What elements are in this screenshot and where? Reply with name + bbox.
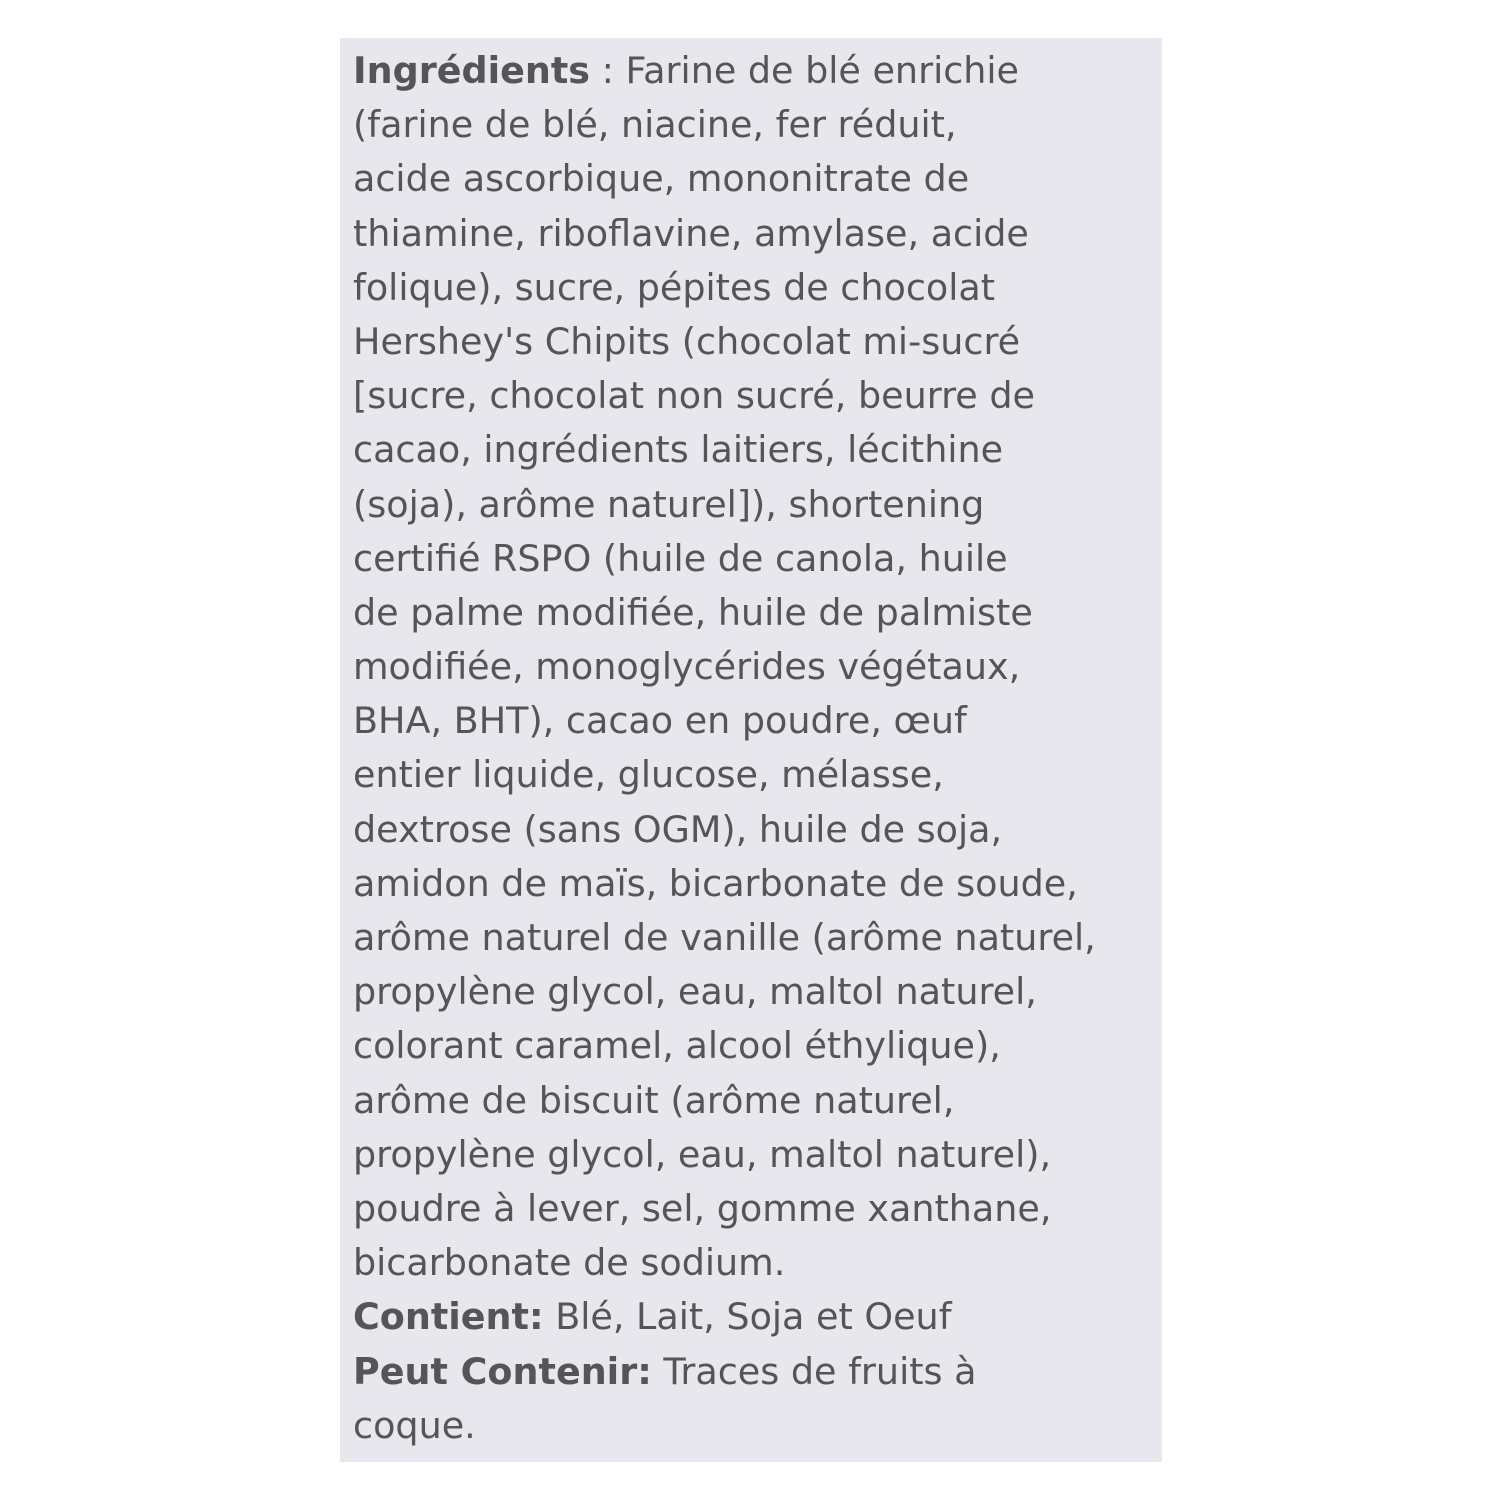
ingredients-heading: Ingrédients bbox=[353, 49, 591, 92]
ingredients-text-line: (soja), arôme naturel]), shortening bbox=[353, 482, 985, 526]
ingredients-text-line: propylène glycol, eau, maltol naturel), bbox=[353, 1132, 1052, 1176]
contains-text: Blé, Lait, Soja et Oeuf bbox=[543, 1295, 952, 1339]
may-contain-heading: Peut Contenir: bbox=[353, 1349, 652, 1393]
ingredients-text-line: propylène glycol, eau, maltol naturel, bbox=[353, 970, 1037, 1014]
ingredients-text-line: poudre à lever, sel, gomme xanthane, bbox=[353, 1186, 1052, 1230]
contains-heading: Contient: bbox=[353, 1295, 544, 1339]
ingredients-text-line: entier liquide, glucose, mélasse, bbox=[353, 753, 944, 797]
ingredients-text-line: bicarbonate de sodium. bbox=[353, 1241, 786, 1285]
ingredients-text-line: colorant caramel, alcool éthylique), bbox=[353, 1024, 1001, 1068]
ingredients-text-line: Farine de blé enrichie bbox=[625, 49, 1020, 92]
contains-line bbox=[353, 1290, 1173, 1344]
ingredients-text-line: arôme naturel de vanille (arôme naturel, bbox=[353, 916, 1096, 959]
ingredients-line-1 bbox=[353, 44, 1173, 98]
ingredients-text-line: thiamine, riboflavine, amylase, acide bbox=[353, 211, 1029, 255]
ingredients-text-line: acide ascorbique, mononitrate de bbox=[353, 157, 970, 201]
ingredients-text-line: de palme modifiée, huile de palmiste bbox=[353, 590, 1033, 634]
may-contain-text-line: coque. bbox=[353, 1403, 476, 1447]
ingredients-text-line: folique), sucre, pépites de chocolat bbox=[353, 265, 996, 309]
ingredients-text-line: [sucre, chocolat non sucré, beurre de bbox=[353, 374, 1035, 418]
may-contain-line bbox=[353, 1345, 1173, 1399]
ingredients-text-line: dextrose (sans OGM), huile de soja, bbox=[353, 807, 1003, 851]
ingredients-text-line: cacao, ingrédients laitiers, lécithine bbox=[353, 428, 1004, 472]
ingredients-separator: : bbox=[590, 49, 626, 92]
ingredient-label-text bbox=[353, 44, 1173, 1453]
ingredients-text-line: amidon de maïs, bicarbonate de soude, bbox=[353, 861, 1078, 905]
ingredients-text-line: BHA, BHT), cacao en poudre, œuf bbox=[353, 699, 967, 743]
ingredients-text-line: Hershey's Chipits (chocolat mi-sucré bbox=[353, 319, 1021, 363]
ingredients-text-line: modifiée, monoglycérides végétaux, bbox=[353, 645, 1021, 689]
ingredients-text-line: certifié RSPO (huile de canola, huile bbox=[353, 536, 1008, 580]
ingredients-text-line: arôme de biscuit (arôme naturel, bbox=[353, 1078, 955, 1122]
may-contain-text: Traces de fruits à bbox=[651, 1349, 977, 1393]
ingredients-text-line: (farine de blé, niacine, fer réduit, bbox=[353, 103, 957, 147]
